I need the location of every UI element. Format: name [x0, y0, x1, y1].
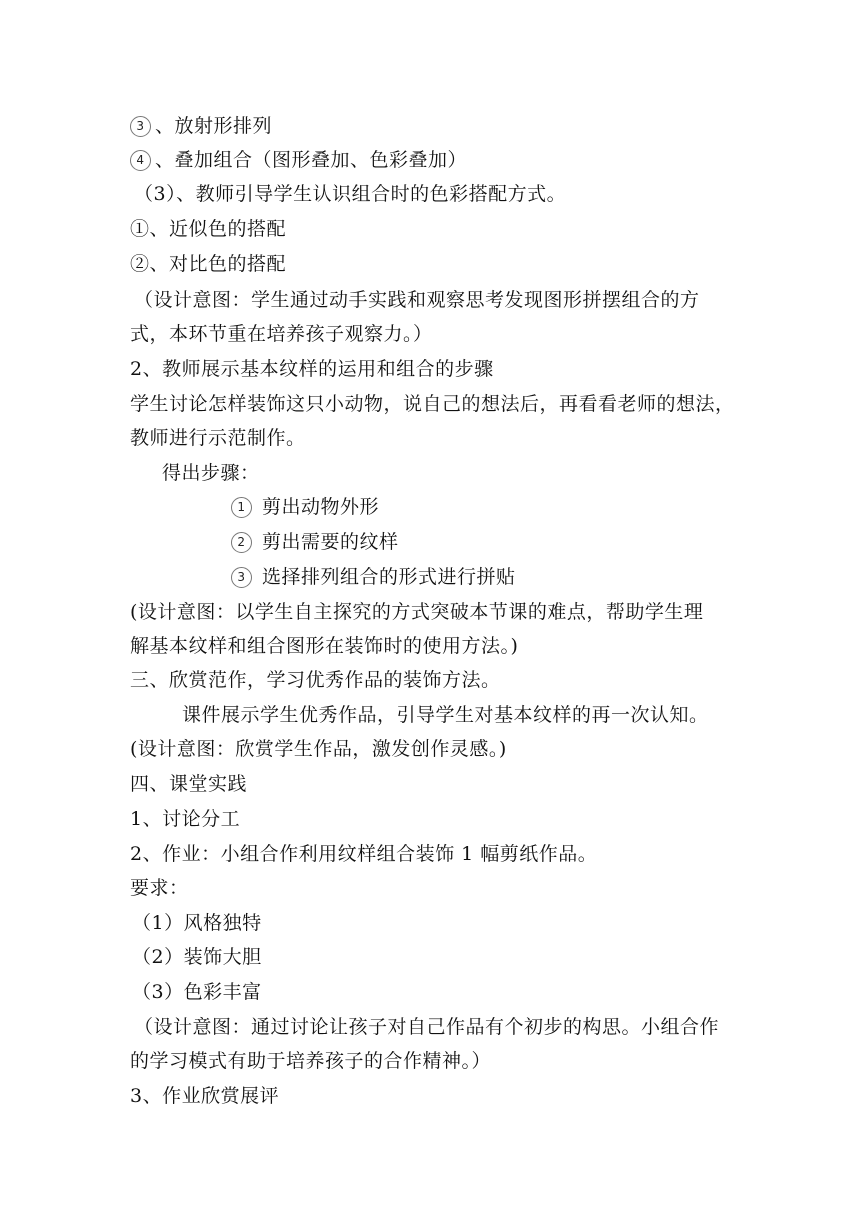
text-line: 2、教师展示基本纹样的运用和组合的步骤: [130, 358, 494, 380]
text-line: 解基本纹样和组合图形在装饰时的使用方法。): [130, 635, 519, 657]
circled-number: 3: [130, 116, 151, 137]
text-line: （3）色彩丰富: [132, 981, 262, 1003]
text-line: 式，本环节重在培养孩子观察力。）: [130, 323, 433, 345]
text-line: （1）风格独特: [132, 912, 262, 934]
text-line: （3）、教师引导学生认识组合时的色彩搭配方式。: [134, 183, 567, 205]
text-line: 的学习模式有助于培养孩子的合作精神。）: [130, 1050, 492, 1072]
text-line: 要求：: [130, 877, 189, 899]
text-line: 学生讨论怎样装饰这只小动物，说自己的想法后，再看看老师的想法，: [130, 393, 735, 415]
circled-number: 1: [231, 497, 252, 518]
line-text: 剪出需要的纹样: [262, 531, 399, 553]
text-line: （设计意图：通过讨论让孩子对自己作品有个初步的构思。小组合作: [134, 1016, 720, 1038]
circled-number: 4: [130, 150, 151, 171]
text-line: ①、近似色的搭配: [130, 218, 287, 240]
text-line: [130, 114, 272, 138]
text-line: [130, 148, 467, 172]
text-line: 课件展示学生优秀作品，引导学生对基本纹样的再一次认知。: [182, 704, 709, 726]
text-line: 四、课堂实践: [130, 773, 248, 795]
text-line: 2、作业：小组合作利用纹样组合装饰 1 幅剪纸作品。: [130, 843, 598, 865]
text-line: (设计意图：以学生自主探究的方式突破本节课的难点，帮助学生理: [130, 601, 704, 623]
text-line: （2）装饰大胆: [132, 946, 262, 968]
text-line: (设计意图：欣赏学生作品，激发创作灵感。): [130, 738, 507, 760]
line-text: 剪出动物外形: [262, 496, 380, 518]
text-line: （设计意图：学生通过动手实践和观察思考发现图形拼摆组合的方: [134, 289, 700, 311]
circled-number: 3: [231, 567, 252, 588]
circled-number: 2: [231, 532, 252, 553]
step-item: [231, 565, 516, 589]
text-line: 1、讨论分工: [130, 808, 241, 830]
line-text: 、叠加组合（图形叠加、色彩叠加）: [155, 149, 468, 171]
text-line: 三、欣赏范作，学习优秀作品的装饰方法。: [130, 669, 501, 691]
text-line: 得出步骤：: [162, 462, 260, 484]
text-line: 教师进行示范制作。: [130, 427, 306, 449]
step-item: [231, 495, 379, 519]
step-item: [231, 530, 399, 554]
text-line: 3、作业欣赏展评: [130, 1085, 280, 1107]
text-line: ②、对比色的搭配: [130, 253, 287, 275]
line-text: 选择排列组合的形式进行拼贴: [262, 566, 516, 588]
line-text: 、放射形排列: [155, 115, 273, 137]
